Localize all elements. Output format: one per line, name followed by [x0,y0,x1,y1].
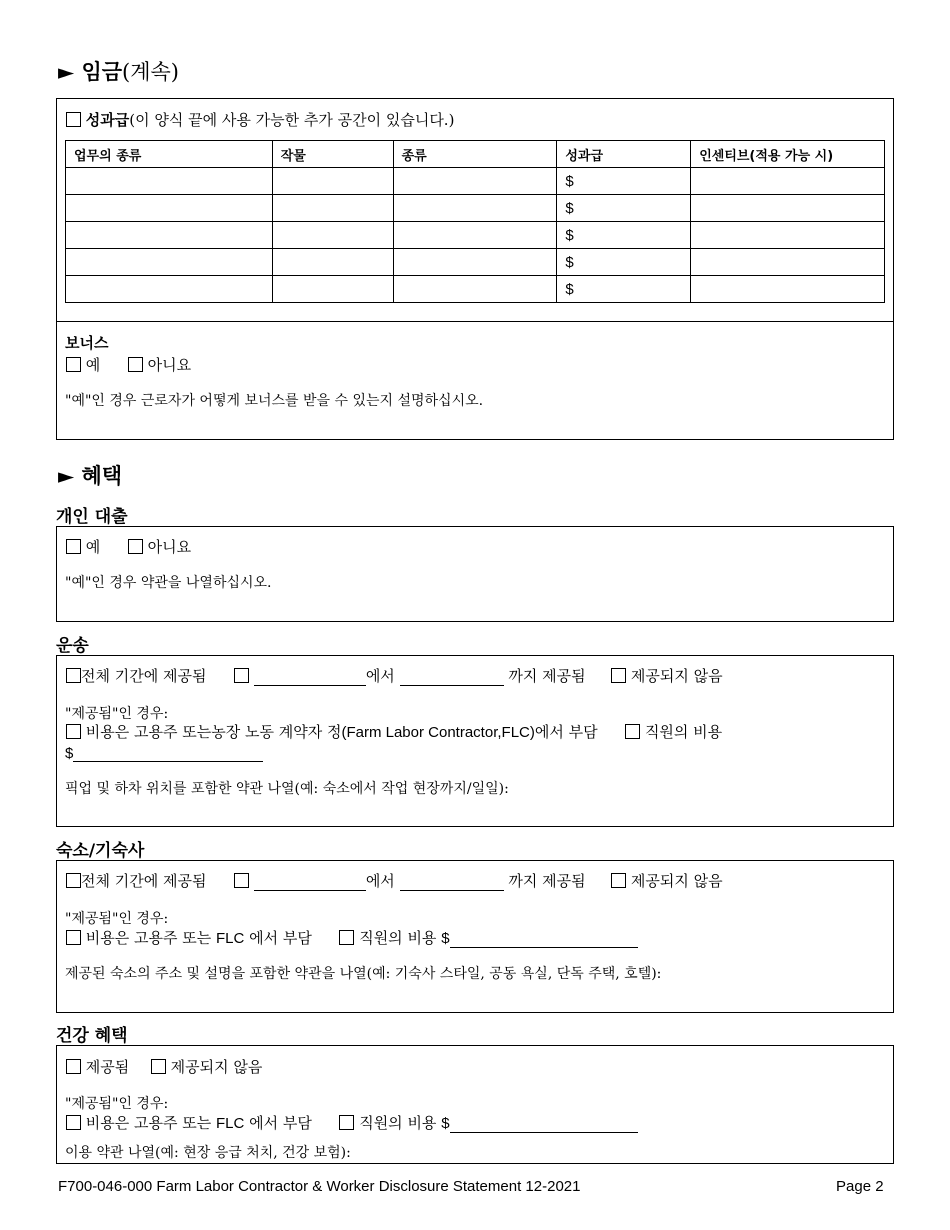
transport-not-provided-label: 제공되지 않음 [630,667,723,685]
health-cost-row [66,1112,638,1133]
table-header-row [66,141,885,168]
cell-input[interactable] [272,195,393,222]
housing-title: 숙소/기숙사 [56,841,145,861]
transport-from-date-input[interactable] [254,671,366,686]
piece-rate-note: (이 양식 끝에 사용 가능한 추가 공간이 있습니다.) [129,111,455,129]
footer-page-number: Page 2 [836,1178,884,1195]
transport-title: 운송 [56,636,89,656]
health-provided-label: 제공됨 [85,1058,130,1076]
dollar-sign: $ [441,930,450,947]
transport-cost-row [66,721,722,742]
col-header: 인센티브(적용 가능 시) [691,141,885,168]
cell-input[interactable] [66,222,273,249]
housing-full-period-checkbox[interactable] [66,873,81,888]
col-header: 업무의 종류 [66,141,273,168]
cell-input[interactable] [691,276,885,303]
housing-cost-row [66,927,638,948]
col-header: 종류 [393,141,557,168]
cell-input[interactable]: $ [557,168,691,195]
cell-input[interactable] [691,249,885,276]
loan-title: 개인 대출 [56,507,128,527]
triangle-icon: ► [58,60,75,84]
bonus-no-checkbox[interactable] [128,357,143,372]
health-provided-checkbox[interactable] [66,1059,81,1074]
cell-input[interactable]: $ [557,276,691,303]
housing-partial-checkbox[interactable] [234,873,249,888]
bonus-options [66,354,191,375]
housing-employer-cost-checkbox[interactable] [66,930,81,945]
cell-input[interactable] [66,249,273,276]
bonus-explain: "예"인 경우 근로자가 어떻게 보너스를 받을 수 있는지 설명하십시오. [65,393,484,409]
transport-options [66,665,723,686]
transport-until-date-input[interactable] [400,671,504,686]
transport-partial-checkbox[interactable] [234,668,249,683]
transport-worker-cost-checkbox[interactable] [625,724,640,739]
housing-options [66,870,723,891]
piece-rate-row [66,109,454,130]
triangle-icon: ► [58,464,75,488]
transport-employer-cost-checkbox[interactable] [66,724,81,739]
bonus-explain-field[interactable] [66,410,884,436]
cell-input[interactable] [272,249,393,276]
bonus-yes-checkbox[interactable] [66,357,81,372]
housing-if-provided: "제공됨"인 경우: [65,911,169,927]
bonus-no-label: 아니요 [147,356,192,374]
transport-terms-field[interactable] [66,798,884,824]
transport-terms: 픽업 및 하차 위치를 포함한 약관 나열(예: 숙소에서 작업 현장까지/일일): [65,781,509,797]
transport-full-period-label: 전체 기간에 제공됨 [81,667,207,685]
loan-terms-field[interactable] [66,592,884,618]
cell-input[interactable] [691,222,885,249]
cell-input[interactable] [393,249,557,276]
health-employer-cost-label: 비용은 고용주 또는 FLC 에서 부담 [85,1114,312,1132]
piece-rate-checkbox[interactable] [66,112,81,127]
transport-not-provided-checkbox[interactable] [611,668,626,683]
housing-employer-cost-label: 비용은 고용주 또는 FLC 에서 부담 [85,929,312,947]
cell-input[interactable] [691,168,885,195]
table-row [66,195,885,222]
housing-until-label: 까지 제공됨 [508,872,586,890]
housing-from-label: 에서 [365,872,395,890]
cell-input[interactable]: $ [557,222,691,249]
health-employer-cost-checkbox[interactable] [66,1115,81,1130]
loan-no-checkbox[interactable] [128,539,143,554]
housing-from-date-input[interactable] [254,876,366,891]
dollar-sign: $ [441,1115,450,1132]
health-worker-cost-checkbox[interactable] [339,1115,354,1130]
loan-explain: "예"인 경우 약관을 나열하십시오. [65,575,272,591]
cell-input[interactable] [393,168,557,195]
piece-rate-label: 성과급 [85,111,130,129]
cell-input[interactable] [66,195,273,222]
transport-if-provided: "제공됨"인 경우: [65,706,169,722]
table-row [66,249,885,276]
housing-worker-cost-label: 직원의 비용 [359,929,437,947]
table-row [66,276,885,303]
health-not-provided-checkbox[interactable] [151,1059,166,1074]
transport-full-period-checkbox[interactable] [66,668,81,683]
health-not-provided-label: 제공되지 않음 [170,1058,263,1076]
transport-worker-cost-input[interactable] [73,747,263,762]
table-row [66,222,885,249]
bonus-title: 보너스 [65,334,109,352]
health-if-provided: "제공됨"인 경우: [65,1096,169,1112]
health-worker-cost-label: 직원의 비용 [359,1114,437,1132]
dollar-sign: $ [65,745,74,762]
cell-input[interactable] [272,222,393,249]
bonus-yes-label: 예 [85,356,101,374]
cell-input[interactable]: $ [557,195,691,222]
housing-until-date-input[interactable] [400,876,504,891]
transport-until-label: 까지 제공됨 [508,667,586,685]
table-row [66,168,885,195]
transport-employer-cost-label: 비용은 고용주 또는농장 노동 계약자 정(Farm Labor Contractor,FLC)에서 부담 [85,723,598,741]
health-title: 건강 혜택 [56,1026,128,1046]
benefits-heading: ► 혜택 [58,464,123,488]
health-worker-cost-input[interactable] [450,1118,638,1133]
housing-terms: 제공된 숙소의 주소 및 설명을 포함한 약관을 나열(예: 기숙사 스타일, 공동 욕실, 단독 주택, 호텔): [65,966,662,982]
cell-input[interactable]: $ [557,249,691,276]
loan-yes-checkbox[interactable] [66,539,81,554]
health-terms: 이용 약관 나열(예: 현장 응급 처치, 건강 보험): [65,1145,351,1161]
cell-input[interactable] [393,195,557,222]
housing-worker-cost-input[interactable] [450,933,638,948]
footer-form-id: F700-046-000 Farm Labor Contractor & Worker Disclosure Statement 12-2021 [58,1178,581,1195]
transport-worker-cost-label: 직원의 비용 [644,723,723,741]
health-options [66,1056,262,1077]
cell-input[interactable] [393,276,557,303]
cell-input[interactable] [393,222,557,249]
cell-input[interactable] [66,168,273,195]
housing-full-period-label: 전체 기간에 제공됨 [81,872,207,890]
loan-no-label: 아니요 [147,538,192,556]
housing-worker-cost-checkbox[interactable] [339,930,354,945]
piece-rate-table [65,140,885,303]
wages-heading: ► 임금(계속) [58,60,180,84]
housing-terms-field[interactable] [66,983,884,1009]
housing-not-provided-checkbox[interactable] [611,873,626,888]
divider [56,321,894,322]
housing-not-provided-label: 제공되지 않음 [630,872,723,890]
loan-yes-label: 예 [85,538,101,556]
loan-options [66,536,191,557]
transport-amount-row [65,744,263,762]
cell-input[interactable] [66,276,273,303]
cell-input[interactable] [691,195,885,222]
cell-input[interactable] [272,168,393,195]
cell-input[interactable] [272,276,393,303]
transport-from-label: 에서 [365,667,395,685]
col-header: 성과급 [557,141,691,168]
col-header: 작물 [272,141,393,168]
